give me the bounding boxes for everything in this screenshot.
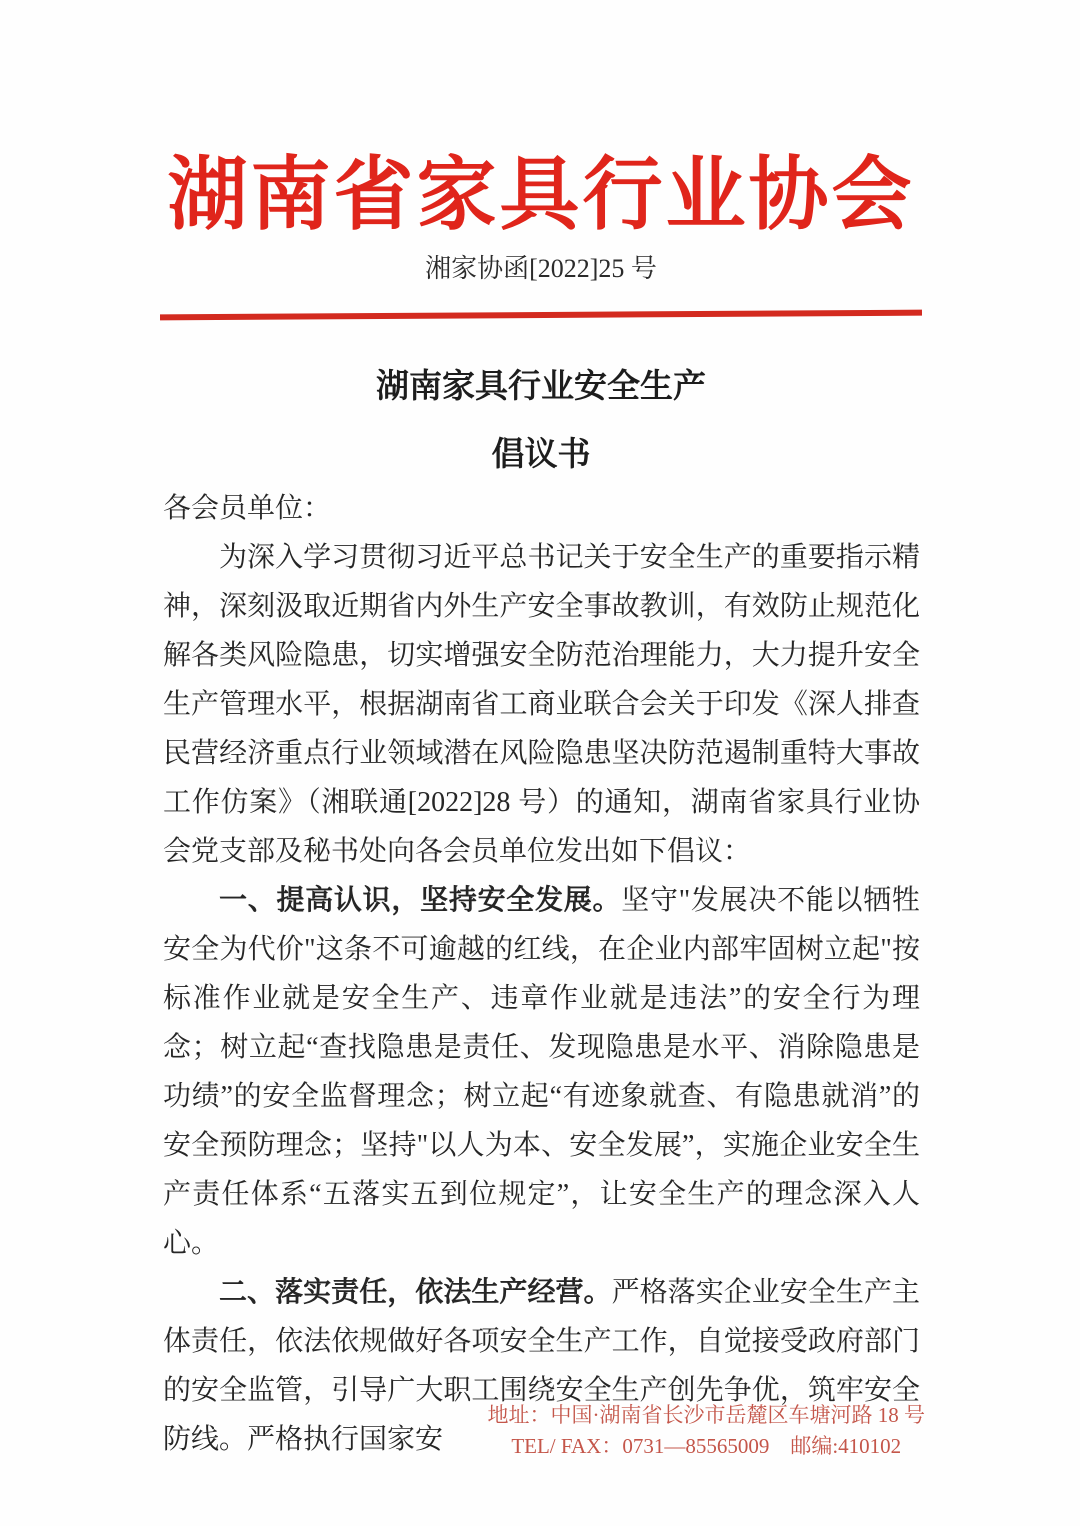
document-title-line2: 倡议书	[491, 437, 591, 473]
body-paragraph-intro	[163, 533, 920, 876]
paragraph-lead: 二、落实责任，依法生产经营。	[219, 1277, 612, 1308]
paragraph-text: 坚守"发展决不能以牺牲安全为代价"这条不可逾越的红线，在企业内部牢固树立起"按标准作业就是安全生产、违章作业就是违法”的安全行为理念；树立起“查找隐患是责任、发现隐患是水平、消除隐患是功绩”的安全监督理念；树立起“有迹象就查、有隐患就消”的安全预防理念；坚持"以人为本、安全发展”，实施企业安全生产责任体系“五落实五到位规定”，让安全生产的理念深入人心。	[163, 885, 920, 1259]
paragraph-lead: 一、提高认识，坚持安全发展。	[219, 885, 622, 916]
red-divider-line	[160, 310, 922, 321]
paragraph-text: 为深入学习贯彻习近平总书记关于安全生产的重要指示精神，深刻汲取近期省内外生产安全事故教训，有效防止规范化解各类风险隐患，切实增强安全防范治理能力，大力提升安全生产管理水平，根据湖南省工商业联合会关于印发《深人排查民营经济重点行业领域潜在风险隐患坚决防范遏制重特大事故工作仿案》（湘联通[2022]28 号）的通知，湖南省家具行业协会党支部及秘书处向各会员单位发出如下倡议：	[163, 542, 920, 867]
letter-footer	[488, 1400, 926, 1462]
footer-address: 地址：中国·湖南省长沙市岳麓区车塘河路 18 号	[487, 1403, 925, 1427]
paragraph-text: 严格落实企业安全生产主体责任，依法依规做好各项安全生产工作，自觉接受政府部门的安全监管，引导广大职工围绕安全生产创先争优，筑牢安全防线。严格执行国家安	[163, 1277, 920, 1455]
document-number: 湘家协函[2022]25 号	[425, 254, 657, 283]
salutation: 各会员单位：	[163, 493, 332, 524]
footer-contact: TEL/ FAX：0731—85565009 邮编:410102	[511, 1434, 902, 1458]
org-title: 湖南省家具行业协会	[167, 152, 915, 240]
letter-body	[163, 484, 920, 1464]
body-paragraph-section-1	[163, 876, 920, 1268]
document-title-line1: 湖南家具行业安全生产	[376, 369, 706, 405]
